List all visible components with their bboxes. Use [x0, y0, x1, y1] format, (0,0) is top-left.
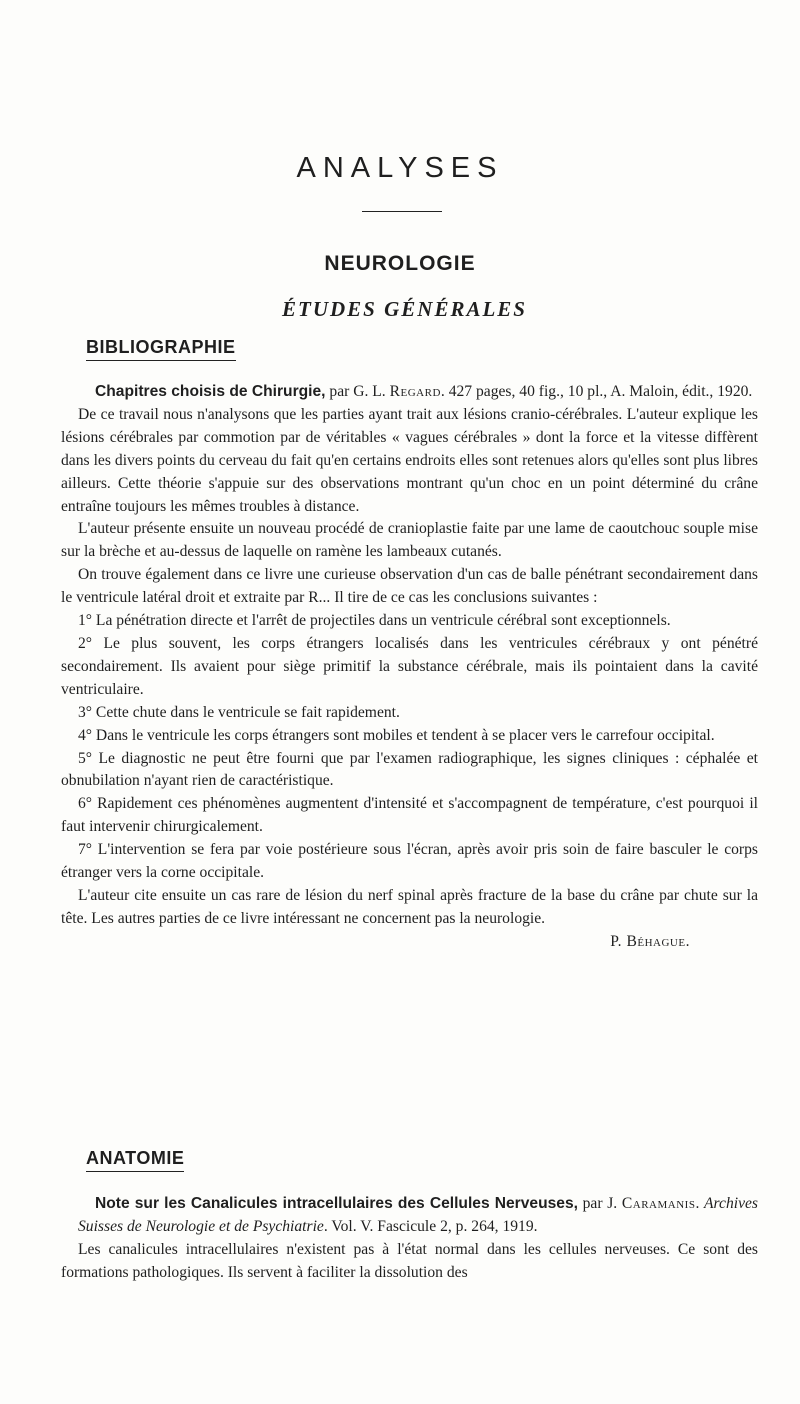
paragraph: L'auteur présente ensuite un nouveau procédé de cranioplastie faite par une lame de caoutchouc souple mise sur la brèche et au-dessus de laquelle on ramène les lambeaux cutanés. [61, 520, 758, 561]
conclusion-item: 2° Le plus souvent, les corps étrangers localisés dans les ventricules cérébraux y ont pénétré secondairement. Ils avaient pour siège primitif la substance cérébrale, mais ils pointaient dans la cavité ventriculaire. [61, 634, 758, 698]
section-heading: NEUROLOGIE [324, 252, 476, 275]
title-divider [362, 211, 442, 212]
entry-title: Chapitres choisis de Chirurgie, [95, 383, 326, 400]
entry-journal: Archives Suisses de Neurologie et de Psychiatrie [78, 1195, 758, 1235]
signature: P. Béhague. [610, 932, 690, 950]
bibliographie-block [61, 381, 758, 954]
paragraph: De ce travail nous n'analysons que les parties ayant trait aux lésions cranio-cérébrales. L'auteur explique les lésions cérébrales par commotion par de véritables « vagues cérébrales » dont la force et la vitesse diffèrent dans les divers points du cerveau du fait qu'en certains endroits elles sont retenues alors qu'elles sont plus libres ailleurs. Cette théorie s'appuie sur des observations montrant qu'un choc en un point déterminé du crâne entraîne toujours les mêmes troubles à distance. [61, 405, 758, 515]
paragraph: Les canalicules intracellulaires n'existent pas à l'état normal dans les cellules nerveuses. Ce sont des formations pathologiques. Ils servent à faciliter la dissolution des [61, 1240, 758, 1281]
entry-after-author: . [695, 1195, 705, 1212]
conclusion-item: 4° Dans le ventricule les corps étrangers sont mobiles et tendent à se placer vers le carrefour occipital. [78, 726, 715, 744]
conclusion-item: 7° L'intervention se fera par voie postérieure sous l'écran, après avoir pris soin de faire basculer le corps étranger vers la corne occipitale. [61, 841, 758, 882]
subsection-heading: ÉTUDES GÉNÉRALES [282, 297, 527, 321]
entry-details: . 427 pages, 40 fig., 10 pl., A. Maloin, édit., 1920. [440, 383, 753, 400]
entry-details: . Vol. V. Fascicule 2, p. 264, 1919. [323, 1217, 538, 1235]
bibliographie-heading: BIBLIOGRAPHIE [86, 337, 236, 361]
conclusion-item: 1° La pénétration directe et l'arrêt de projectiles dans un ventricule cérébral sont exceptionnels. [78, 612, 671, 630]
anatomie-heading: ANATOMIE [86, 1148, 184, 1172]
entry-author: Regard [389, 383, 441, 400]
page-title: ANALYSES [296, 152, 504, 184]
entry-par: par J. [577, 1195, 622, 1212]
conclusion-item: 6° Rapidement ces phénomènes augmentent d'intensité et s'accompagnent de température, c'est pourquoi il faut intervenir chirurgicalement. [61, 795, 758, 836]
conclusion-item: 5° Le diagnostic ne peut être fourni que par l'examen radiographique, les signes cliniques : céphalée et obnubilation n'ayant rien de caractéristique. [61, 749, 758, 790]
bibliographie-entry [61, 381, 758, 404]
entry-author: Caramanis [621, 1195, 696, 1212]
paragraph: L'auteur cite ensuite un cas rare de lésion du nerf spinal après fracture de la base du crâne par chute sur la tête. Les autres parties de ce livre intéressant ne concernent pas la neurologie. [61, 886, 758, 927]
paragraph: On trouve également dans ce livre une curieuse observation d'un cas de balle pénétrant secondairement dans le ventricule latéral droit et extraite par R... Il tire de ce cas les conclusions suivantes : [61, 566, 758, 607]
entry-title: Note sur les Canalicules intracellulaires des Cellules Nerveuses, [95, 1195, 578, 1212]
anatomie-block [61, 1193, 758, 1285]
anatomie-entry [61, 1193, 758, 1239]
entry-par: par G. L. [325, 383, 390, 400]
conclusion-item: 3° Cette chute dans le ventricule se fait rapidement. [78, 703, 400, 721]
